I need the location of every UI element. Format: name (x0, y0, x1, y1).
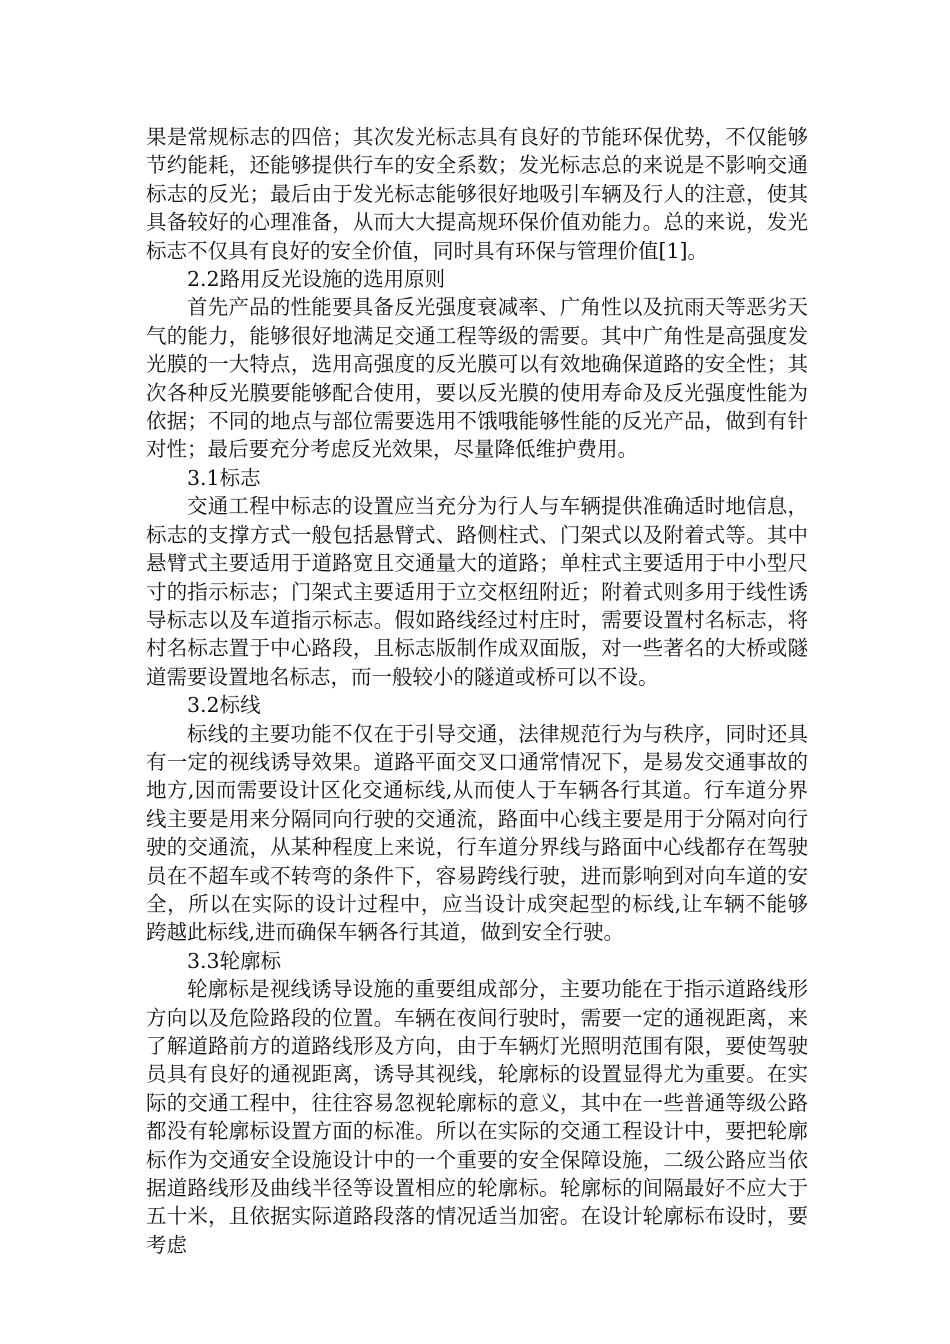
section-heading-2-2: 2.2路用反光设施的选用原则 (187, 267, 446, 292)
paragraph-reflective-selection: 首先产品的性能要具备反光强度衰减率、广角性以及抗雨天等恶劣天气的能力，能够很好地满足交通工程等级的需要。其中广角性是高强度发光膜的一大特点，选用高强度的反光膜可以有效地确保道路的安全性；其次各种反光膜要能够配合使用，要以反光膜的使用寿命及反光强度性能为依据；不同的地点与部位需要选用不饿哦能够性能的反光产品，做到有针对性；最后要充分考虑反光效果，尽量降低维护费用。 (146, 295, 808, 462)
paragraph-markings: 标线的主要功能不仅在于引导交通，法律规范行为与秩序，同时还具有一定的视线诱导效果。道路平面交叉口通常情况下，是易发交通事故的地方,因而需要设计区化交通标线,从而使人于车辆各行其道。行车道分界线主要是用来分隔同向行驶的交通流，路面中心线主要是用于分隔对向行驶的交通流，从某种程度上来说，行车道分界线与路面中心线都存在驾驶员在不超车或不转弯的条件下，容易跨线行驶，进而影响到对向车道的安全，所以在实际的设计过程中，应当设计成突起型的标线,让车辆不能够跨越此标线,进而确保车辆各行其道，做到安全行驶。 (146, 721, 808, 945)
document-body (146, 123, 808, 1259)
section-heading-3-3: 3.3轮廓标 (187, 948, 282, 973)
paragraph-delineators: 轮廓标是视线诱导设施的重要组成部分，主要功能在于指示道路线形方向以及危险路段的位置。车辆在夜间行驶时，需要一定的通视距离，来了解道路前方的道路线形及方向，由于车辆灯光照明范围有限，要使驾驶员具有良好的通视距离，诱导其视线，轮廓标的设置显得尤为重要。在实际的交通工程中，往往容易忽视轮廓标的意义，其中在一些普通等级公路都没有轮廓标设置方面的标准。所以在实际的交通工程设计中，要把轮廓标作为交通安全设施设计中的一个重要的安全保障设施，二级公路应当依据道路线形及曲线半径等设置相应的轮廓标。轮廓标的间隔最好不应大于五十米，且依据实际道路段落的情况适当加密。在设计轮廓标布设时，要考虑 (146, 977, 808, 1257)
section-heading-3-2: 3.2标线 (187, 693, 261, 718)
paragraph-signs: 交通工程中标志的设置应当充分为行人与车辆提供准确适时地信息，标志的支撑方式一般包括悬臂式、路侧柱式、门架式以及附着式等。其中悬臂式主要适用于道路宽且交通量大的道路；单柱式主要适用于中小型尺寸的指示标志；门架式主要适用于立交枢纽附近；附着式则多用于线性诱导标志以及车道指示标志。假如路线经过村庄时，需要设置村名标志，将村名标志置于中心路段，且标志版制作成双面版，对一些著名的大桥或隧道需要设置地名标志，而一般较小的隧道或桥可以不设。 (146, 494, 808, 689)
paragraph-continued: 果是常规标志的四倍；其次发光标志具有良好的节能环保优势，不仅能够节约能耗，还能够提供行车的安全系数；发光标志总的来说是不影响交通标志的反光；最后由于发光标志能够很好地吸引车辆及行人的注意，使其具备较好的心理准备，从而大大提高规环保价值劝能力。总的来说，发光标志不仅具有良好的安全价值，同时具有环保与管理价值[1]。 (146, 125, 808, 263)
section-heading-3-1: 3.1标志 (187, 465, 261, 490)
